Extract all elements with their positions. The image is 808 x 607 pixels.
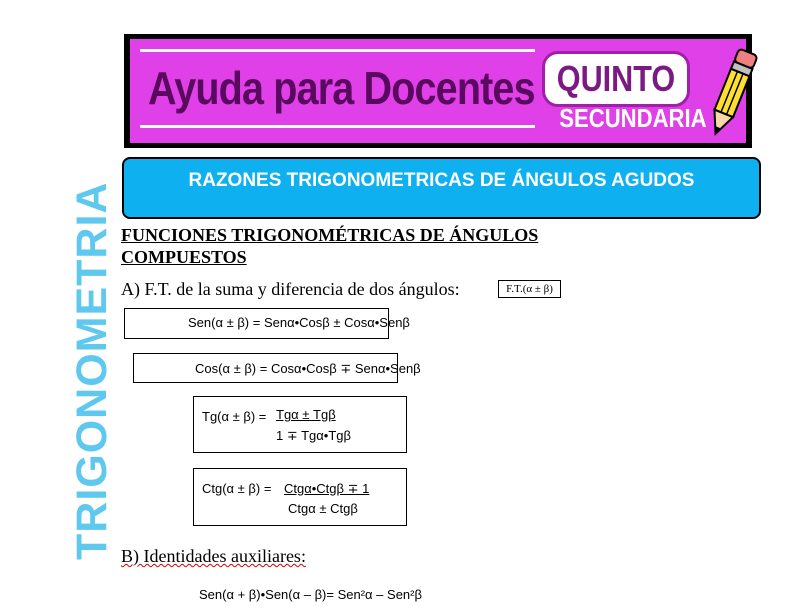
section-heading-line2: COMPUESTOS <box>121 247 247 267</box>
topic-title: RAZONES TRIGONOMETRICAS DE ÁNGULOS AGUDOS <box>188 170 695 191</box>
formula-tg-numerator: Tgα ± Tgβ <box>276 407 336 422</box>
formula-ctg-denominator: Ctgα ± Ctgβ <box>288 501 358 516</box>
part-b-label <box>121 546 306 567</box>
section-heading <box>121 224 538 268</box>
section-heading-line1: FUNCIONES TRIGONOMÉTRICAS DE ÁNGULOS <box>121 225 539 245</box>
formula-tg-lhs: Tg(α ± β) = <box>202 409 267 424</box>
topic-banner <box>122 157 761 219</box>
formula-tg-box <box>193 396 407 453</box>
formula-sen: Sen(α ± β) = Senα•Cosβ ± Cosα•Senβ <box>188 315 410 330</box>
formula-cos: Cos(α ± β) = Cosα•Cosβ ∓ Senα•Senβ <box>195 361 421 376</box>
part-b-text: B) Identidades auxiliares: <box>121 546 306 566</box>
grade-label: QUINTO <box>556 58 676 99</box>
banner-divider-bottom <box>140 125 535 128</box>
formula-ctg-lhs: Ctg(α ± β) = <box>202 481 272 496</box>
level-label: SECUNDARIA <box>559 103 707 133</box>
banner-background <box>130 39 746 143</box>
ft-tag: F.T.(α ± β) <box>498 280 561 298</box>
banner-title: Ayuda para Docentes <box>148 62 535 114</box>
pencil-icon <box>702 43 762 143</box>
grade-badge <box>542 51 690 107</box>
formula-ctg-box <box>193 468 407 526</box>
part-a-label: A) F.T. de la suma y diferencia de dos ángulos: <box>121 279 460 299</box>
side-label: TRIGONOMETRIA <box>68 181 116 560</box>
banner-divider-top <box>140 49 535 52</box>
header-banner <box>124 34 752 148</box>
formula-tg-denominator: 1 ∓ Tgα•Tgβ <box>276 428 351 443</box>
formula-ctg-numerator: Ctgα•Ctgβ ∓ 1 <box>284 481 370 496</box>
identity-formula: Sen(α + β)•Sen(α – β)= Sen²α – Sen²β <box>199 587 422 602</box>
